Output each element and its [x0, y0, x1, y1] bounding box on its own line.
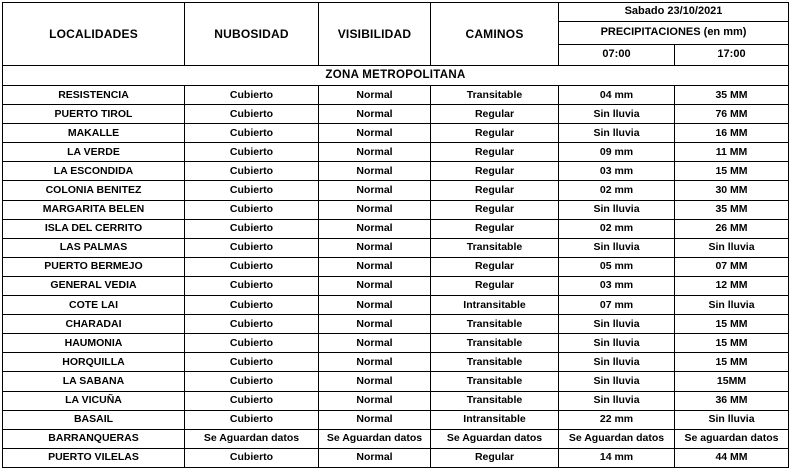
cell-visibilidad: Normal: [319, 86, 431, 105]
cell-precipitacion-07: 03 mm: [559, 162, 675, 181]
weather-report-table: [2, 2, 789, 468]
cell-localidad: RESISTENCIA: [3, 86, 185, 105]
cell-precipitacion-17: 15 MM: [675, 162, 789, 181]
table-body: [3, 66, 789, 468]
cell-caminos: Transitable: [431, 238, 559, 257]
table-row: [3, 86, 789, 105]
cell-precipitacion-17: 76 MM: [675, 105, 789, 124]
cell-localidad: HORQUILLA: [3, 353, 185, 372]
cell-caminos: Regular: [431, 124, 559, 143]
table-row: [3, 353, 789, 372]
cell-visibilidad: Normal: [319, 296, 431, 315]
cell-nubosidad: Cubierto: [185, 200, 319, 219]
cell-localidad: CHARADAI: [3, 315, 185, 334]
column-header-hora-07: 07:00: [559, 45, 675, 66]
cell-precipitacion-07: Sin lluvia: [559, 124, 675, 143]
cell-visibilidad: Se Aguardan datos: [319, 429, 431, 448]
table-row: [3, 200, 789, 219]
column-header-hora-17: 17:00: [675, 45, 789, 66]
cell-localidad: MAKALLE: [3, 124, 185, 143]
cell-visibilidad: Normal: [319, 353, 431, 372]
table-row: [3, 410, 789, 429]
cell-caminos: Intransitable: [431, 410, 559, 429]
cell-visibilidad: Normal: [319, 334, 431, 353]
cell-precipitacion-17: 44 MM: [675, 448, 789, 467]
cell-precipitacion-17: 15 MM: [675, 315, 789, 334]
table-row: [3, 181, 789, 200]
cell-nubosidad: Cubierto: [185, 372, 319, 391]
cell-precipitacion-17: 36 MM: [675, 391, 789, 410]
cell-nubosidad: Cubierto: [185, 353, 319, 372]
zone-title: ZONA METROPOLITANA: [3, 66, 789, 86]
cell-caminos: Regular: [431, 105, 559, 124]
cell-precipitacion-07: Sin lluvia: [559, 315, 675, 334]
cell-visibilidad: Normal: [319, 410, 431, 429]
cell-visibilidad: Normal: [319, 200, 431, 219]
cell-localidad: LA ESCONDIDA: [3, 162, 185, 181]
cell-caminos: Regular: [431, 257, 559, 276]
cell-caminos: Regular: [431, 276, 559, 295]
cell-precipitacion-17: Se aguardan datos: [675, 429, 789, 448]
cell-localidad: LA VICUÑA: [3, 391, 185, 410]
cell-visibilidad: Normal: [319, 257, 431, 276]
table-header: [3, 3, 789, 66]
table-row: [3, 296, 789, 315]
cell-precipitacion-07: Sin lluvia: [559, 372, 675, 391]
cell-localidad: PUERTO BERMEJO: [3, 257, 185, 276]
cell-nubosidad: Cubierto: [185, 391, 319, 410]
cell-precipitacion-07: Sin lluvia: [559, 200, 675, 219]
cell-visibilidad: Normal: [319, 105, 431, 124]
table-row: [3, 143, 789, 162]
table-row: [3, 219, 789, 238]
report-date: Sabado 23/10/2021: [559, 3, 789, 22]
cell-visibilidad: Normal: [319, 448, 431, 467]
cell-precipitacion-07: Sin lluvia: [559, 353, 675, 372]
cell-precipitacion-17: 30 MM: [675, 181, 789, 200]
column-header-nubosidad: NUBOSIDAD: [185, 3, 319, 66]
cell-nubosidad: Cubierto: [185, 105, 319, 124]
cell-localidad: COTE LAI: [3, 296, 185, 315]
table-row: [3, 334, 789, 353]
cell-nubosidad: Cubierto: [185, 410, 319, 429]
cell-precipitacion-07: Sin lluvia: [559, 105, 675, 124]
cell-precipitacion-07: 22 mm: [559, 410, 675, 429]
cell-visibilidad: Normal: [319, 276, 431, 295]
cell-localidad: LA SABANA: [3, 372, 185, 391]
table-row: [3, 315, 789, 334]
cell-precipitacion-07: 14 mm: [559, 448, 675, 467]
cell-visibilidad: Normal: [319, 143, 431, 162]
cell-nubosidad: Cubierto: [185, 257, 319, 276]
cell-visibilidad: Normal: [319, 162, 431, 181]
cell-nubosidad: Se Aguardan datos: [185, 429, 319, 448]
table-row: [3, 124, 789, 143]
cell-visibilidad: Normal: [319, 315, 431, 334]
table-row: [3, 238, 789, 257]
table-row: [3, 162, 789, 181]
zone-title-row: [3, 66, 789, 86]
cell-localidad: COLONIA BENITEZ: [3, 181, 185, 200]
cell-caminos: Transitable: [431, 372, 559, 391]
cell-precipitacion-07: Sin lluvia: [559, 238, 675, 257]
cell-localidad: MARGARITA BELEN: [3, 200, 185, 219]
cell-localidad: GENERAL VEDIA: [3, 276, 185, 295]
cell-caminos: Regular: [431, 143, 559, 162]
cell-nubosidad: Cubierto: [185, 315, 319, 334]
cell-visibilidad: Normal: [319, 124, 431, 143]
cell-localidad: BASAIL: [3, 410, 185, 429]
table-row: [3, 372, 789, 391]
cell-precipitacion-07: 04 mm: [559, 86, 675, 105]
cell-precipitacion-17: 15 MM: [675, 353, 789, 372]
cell-precipitacion-07: 05 mm: [559, 257, 675, 276]
cell-caminos: Regular: [431, 162, 559, 181]
header-row-date: [3, 3, 789, 22]
cell-nubosidad: Cubierto: [185, 181, 319, 200]
cell-precipitacion-07: Sin lluvia: [559, 334, 675, 353]
cell-localidad: HAUMONIA: [3, 334, 185, 353]
cell-caminos: Transitable: [431, 391, 559, 410]
table-row: [3, 391, 789, 410]
cell-nubosidad: Cubierto: [185, 296, 319, 315]
cell-visibilidad: Normal: [319, 219, 431, 238]
table-row: [3, 105, 789, 124]
cell-precipitacion-07: Se Aguardan datos: [559, 429, 675, 448]
table-row: [3, 448, 789, 467]
cell-nubosidad: Cubierto: [185, 124, 319, 143]
cell-nubosidad: Cubierto: [185, 143, 319, 162]
cell-precipitacion-17: Sin lluvia: [675, 238, 789, 257]
cell-nubosidad: Cubierto: [185, 219, 319, 238]
cell-caminos: Regular: [431, 200, 559, 219]
cell-visibilidad: Normal: [319, 372, 431, 391]
cell-visibilidad: Normal: [319, 391, 431, 410]
cell-caminos: Regular: [431, 448, 559, 467]
cell-precipitacion-07: 02 mm: [559, 219, 675, 238]
cell-precipitacion-17: 16 MM: [675, 124, 789, 143]
cell-precipitacion-17: Sin lluvia: [675, 410, 789, 429]
cell-precipitacion-17: 11 MM: [675, 143, 789, 162]
cell-precipitacion-07: 07 mm: [559, 296, 675, 315]
cell-nubosidad: Cubierto: [185, 238, 319, 257]
column-header-localidades: LOCALIDADES: [3, 3, 185, 66]
cell-caminos: Transitable: [431, 334, 559, 353]
cell-nubosidad: Cubierto: [185, 162, 319, 181]
cell-precipitacion-17: 12 MM: [675, 276, 789, 295]
cell-caminos: Regular: [431, 181, 559, 200]
cell-caminos: Regular: [431, 219, 559, 238]
cell-localidad: PUERTO VILELAS: [3, 448, 185, 467]
column-header-precipitaciones: PRECIPITACIONES (en mm): [559, 21, 789, 45]
cell-precipitacion-17: 26 MM: [675, 219, 789, 238]
table-row: [3, 257, 789, 276]
cell-precipitacion-17: 15MM: [675, 372, 789, 391]
cell-localidad: ISLA DEL CERRITO: [3, 219, 185, 238]
cell-precipitacion-07: Sin lluvia: [559, 391, 675, 410]
cell-caminos: Transitable: [431, 315, 559, 334]
cell-visibilidad: Normal: [319, 238, 431, 257]
cell-precipitacion-17: Sin lluvia: [675, 296, 789, 315]
cell-localidad: BARRANQUERAS: [3, 429, 185, 448]
cell-caminos: Transitable: [431, 86, 559, 105]
cell-localidad: LA VERDE: [3, 143, 185, 162]
cell-nubosidad: Cubierto: [185, 276, 319, 295]
cell-localidad: PUERTO TIROL: [3, 105, 185, 124]
cell-nubosidad: Cubierto: [185, 86, 319, 105]
cell-caminos: Se Aguardan datos: [431, 429, 559, 448]
cell-precipitacion-17: 15 MM: [675, 334, 789, 353]
column-header-caminos: CAMINOS: [431, 3, 559, 66]
cell-nubosidad: Cubierto: [185, 334, 319, 353]
cell-visibilidad: Normal: [319, 181, 431, 200]
cell-caminos: Intransitable: [431, 296, 559, 315]
cell-localidad: LAS PALMAS: [3, 238, 185, 257]
cell-precipitacion-07: 02 mm: [559, 181, 675, 200]
column-header-visibilidad: VISIBILIDAD: [319, 3, 431, 66]
cell-nubosidad: Cubierto: [185, 448, 319, 467]
cell-caminos: Transitable: [431, 353, 559, 372]
cell-precipitacion-17: 35 MM: [675, 200, 789, 219]
table-row: [3, 429, 789, 448]
cell-precipitacion-07: 09 mm: [559, 143, 675, 162]
table-row: [3, 276, 789, 295]
cell-precipitacion-17: 07 MM: [675, 257, 789, 276]
cell-precipitacion-07: 03 mm: [559, 276, 675, 295]
cell-precipitacion-17: 35 MM: [675, 86, 789, 105]
